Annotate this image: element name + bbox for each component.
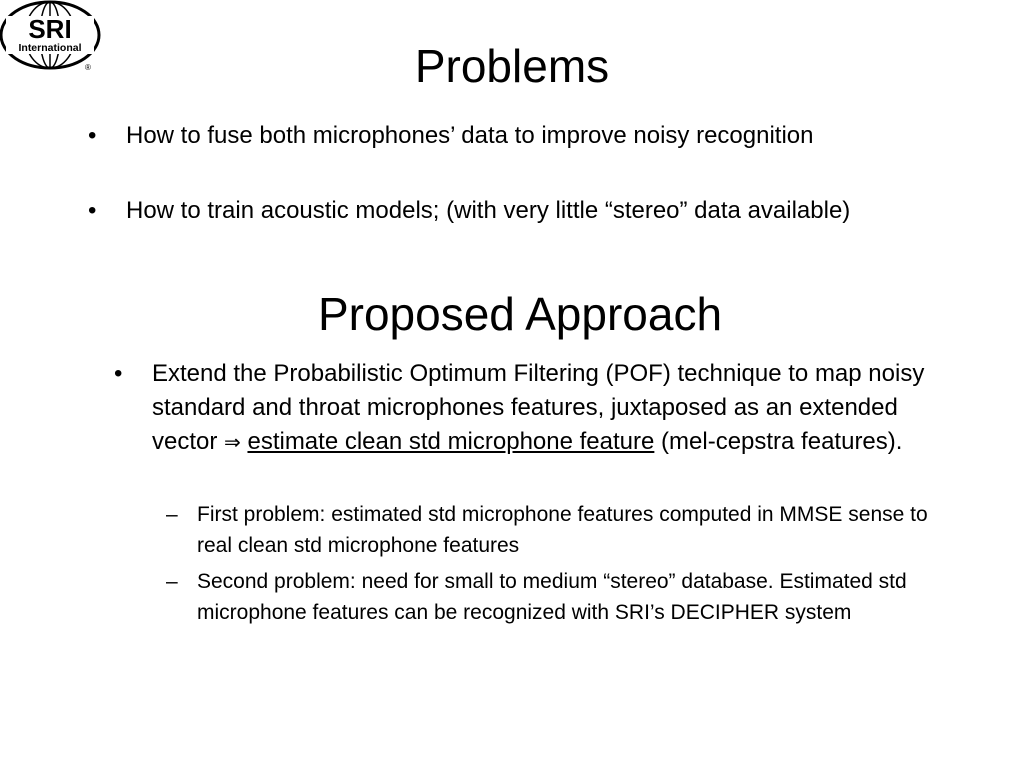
logo-registered-mark: ® [85,63,91,72]
approach-bullet [114,357,952,459]
bullet-mark: • [114,360,123,387]
problem-bullet-1 [88,119,826,153]
approach-text-before: Extend the Probabilistic Optimum Filtering (POF) technique to map noisy standard and throat microphones features, juxtaposed as an extended vector [152,360,925,455]
dash-mark: – [166,503,178,526]
problem-text-2: How to train acoustic models; (with very little “stereo” data available) [126,197,851,224]
problem-bullet-2 [88,194,886,228]
logo-text-international: International [18,42,82,54]
approach-underlined-text: estimate clean std microphone feature [247,428,655,455]
proposed-approach-title: Proposed Approach [317,288,723,340]
implies-arrow-icon: ⇒ [224,430,241,454]
sub-point-text-2: Second problem: need for small to medium “stereo” database. Estimated std microphone features can be recognized with SRI’s DECIPHER system [197,570,907,624]
dash-mark: – [166,570,178,593]
problem-text-1: How to fuse both microphones’ data to improve noisy recognition [126,122,814,149]
bullet-mark: • [88,197,97,224]
sub-point-2 [166,566,957,628]
problems-title: Problems [414,40,610,92]
approach-text-after: (mel-cepstra features). [661,428,903,455]
sub-point-text-1: First problem: estimated std microphone features computed in MMSE sense to real clean std microphone features [197,503,928,557]
bullet-mark: • [88,122,97,149]
sub-point-1 [166,499,957,561]
logo-text-sri: SRI [28,14,72,44]
